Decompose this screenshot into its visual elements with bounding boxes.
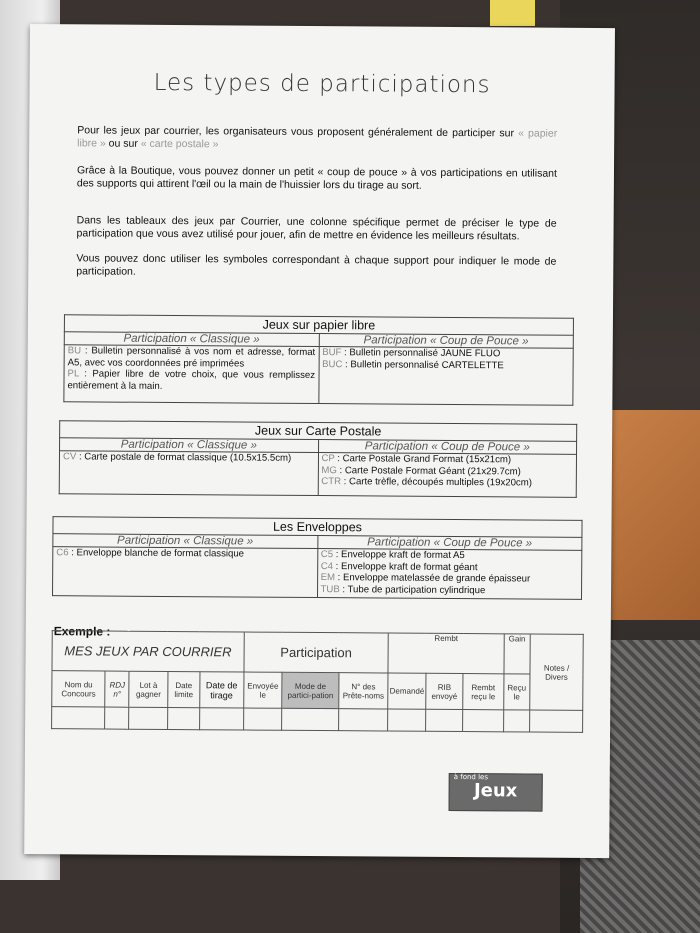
entry: C6 : Enveloppe blanche de format classique: [56, 547, 245, 560]
paragraph-intro: Pour les jeux par courrier, les organisateurs vous proposent généralement de participer sur « papier libre » ou sur « carte postale »: [77, 124, 558, 150]
entry: MG : Carte Postale Format Géant (21x29.7cm): [321, 464, 521, 477]
cell-classique: [64, 345, 319, 404]
example-rembt: Rembt: [388, 633, 504, 674]
header-coup-de-pouce: Participation « Coup de Pouce »: [319, 334, 574, 349]
header-classique: Participation « Classique »: [53, 534, 318, 549]
col-pretes-noms: N° des Prête-noms: [339, 673, 389, 709]
example-gain: Gain: [504, 634, 531, 674]
entry: BUC : Bulletin personnalisé CARTELETTE: [322, 358, 504, 371]
col-mode: Mode de partici-pation: [282, 672, 339, 708]
paragraph-tableaux: Dans les tableaux des jeux par Courrier, une colonne spécifique permet de préciser le type de participation que vous avez utilisé pour jouer, afin de mettre en évidence les meilleurs résultats.: [76, 214, 557, 242]
example-main-title: MES JEUX PAR COURRIER: [52, 631, 244, 672]
col-rib: RIB envoyé: [426, 673, 463, 709]
col-rembt-recu: Rembt reçu le: [463, 674, 504, 710]
background-tile: [600, 410, 700, 620]
entry: BU : Bulletin personnalisé à vos nom et adresse, format A5, avec vos coordonnées pré imprimées: [67, 345, 316, 370]
entry: EM : Enveloppe matelassée de grande épaisseur: [320, 572, 531, 585]
document-page: [24, 24, 615, 858]
col-recu: Reçu le: [503, 674, 530, 710]
sticky-note: [490, 0, 535, 26]
col-nom: Nom du Concours: [52, 671, 106, 707]
header-coup-de-pouce: Participation « Coup de Pouce »: [318, 440, 577, 455]
page-title: Les types de participations: [153, 69, 491, 99]
paragraph-symboles: Vous pouvez donc utiliser les symboles correspondant à chaque support pour indiquer le mode de participation.: [76, 252, 557, 278]
entry: CTR : Carte trèfle, découpés multiples (19x20cm): [321, 476, 532, 489]
entry: C4 : Enveloppe kraft de format géant: [320, 560, 478, 573]
entry: BUF : Bulletin personnalisé JAUNE FLUO: [322, 347, 501, 360]
col-date-limite: Date limite: [168, 671, 200, 707]
cell-coup-de-pouce: [318, 347, 573, 406]
table-title: Jeux sur papier libre: [64, 315, 573, 336]
entry: TUB : Tube de participation cylindrique: [320, 583, 486, 596]
example-notes: Notes / Divers: [530, 634, 584, 710]
entry: CV : Carte postale de format classique (10.5x15.5cm): [62, 451, 292, 464]
entry: PL : Papier libre de votre choix, que vous remplissez entièrement à la main.: [67, 368, 316, 392]
col-envoyee: Envoyée le: [243, 672, 282, 708]
example-table: [51, 630, 584, 733]
brand-logo: à fond les Jeux: [449, 773, 543, 812]
col-demande: Demandé: [388, 673, 426, 709]
cell-coup-de-pouce: [317, 549, 582, 600]
table-carte-postale: [59, 420, 578, 498]
cell-classique: [59, 451, 318, 496]
header-classique: Participation « Classique »: [60, 438, 319, 453]
header-classique: Participation « Classique »: [64, 332, 319, 347]
cell-coup-de-pouce: [318, 453, 577, 498]
table-enveloppes: [52, 516, 583, 600]
header-coup-de-pouce: Participation « Coup de Pouce »: [317, 536, 582, 551]
table-title: Les Enveloppes: [53, 517, 582, 538]
col-rdj: RDJ n°: [105, 671, 129, 707]
col-lot: Lot à gagner: [129, 671, 168, 707]
entry: CP : Carte Postale Grand Format (15x21cm): [321, 453, 512, 466]
entry: C5 : Enveloppe kraft de format A5: [320, 549, 465, 562]
table-title: Jeux sur Carte Postale: [60, 421, 577, 442]
table-papier-libre: [63, 314, 574, 406]
cell-classique: [53, 547, 318, 598]
example-participation: Participation: [244, 632, 389, 673]
example-label: Exemple :: [53, 624, 111, 639]
col-date-tirage: Date de tirage: [200, 672, 244, 708]
table-row: [52, 707, 583, 733]
paragraph-boutique: Grâce à la Boutique, vous pouvez donner un petit « coup de pouce » à vos participations en utilisant des supports qui attirent l'œil ou la main de l'huissier lors du tirage au sort.: [76, 164, 558, 192]
